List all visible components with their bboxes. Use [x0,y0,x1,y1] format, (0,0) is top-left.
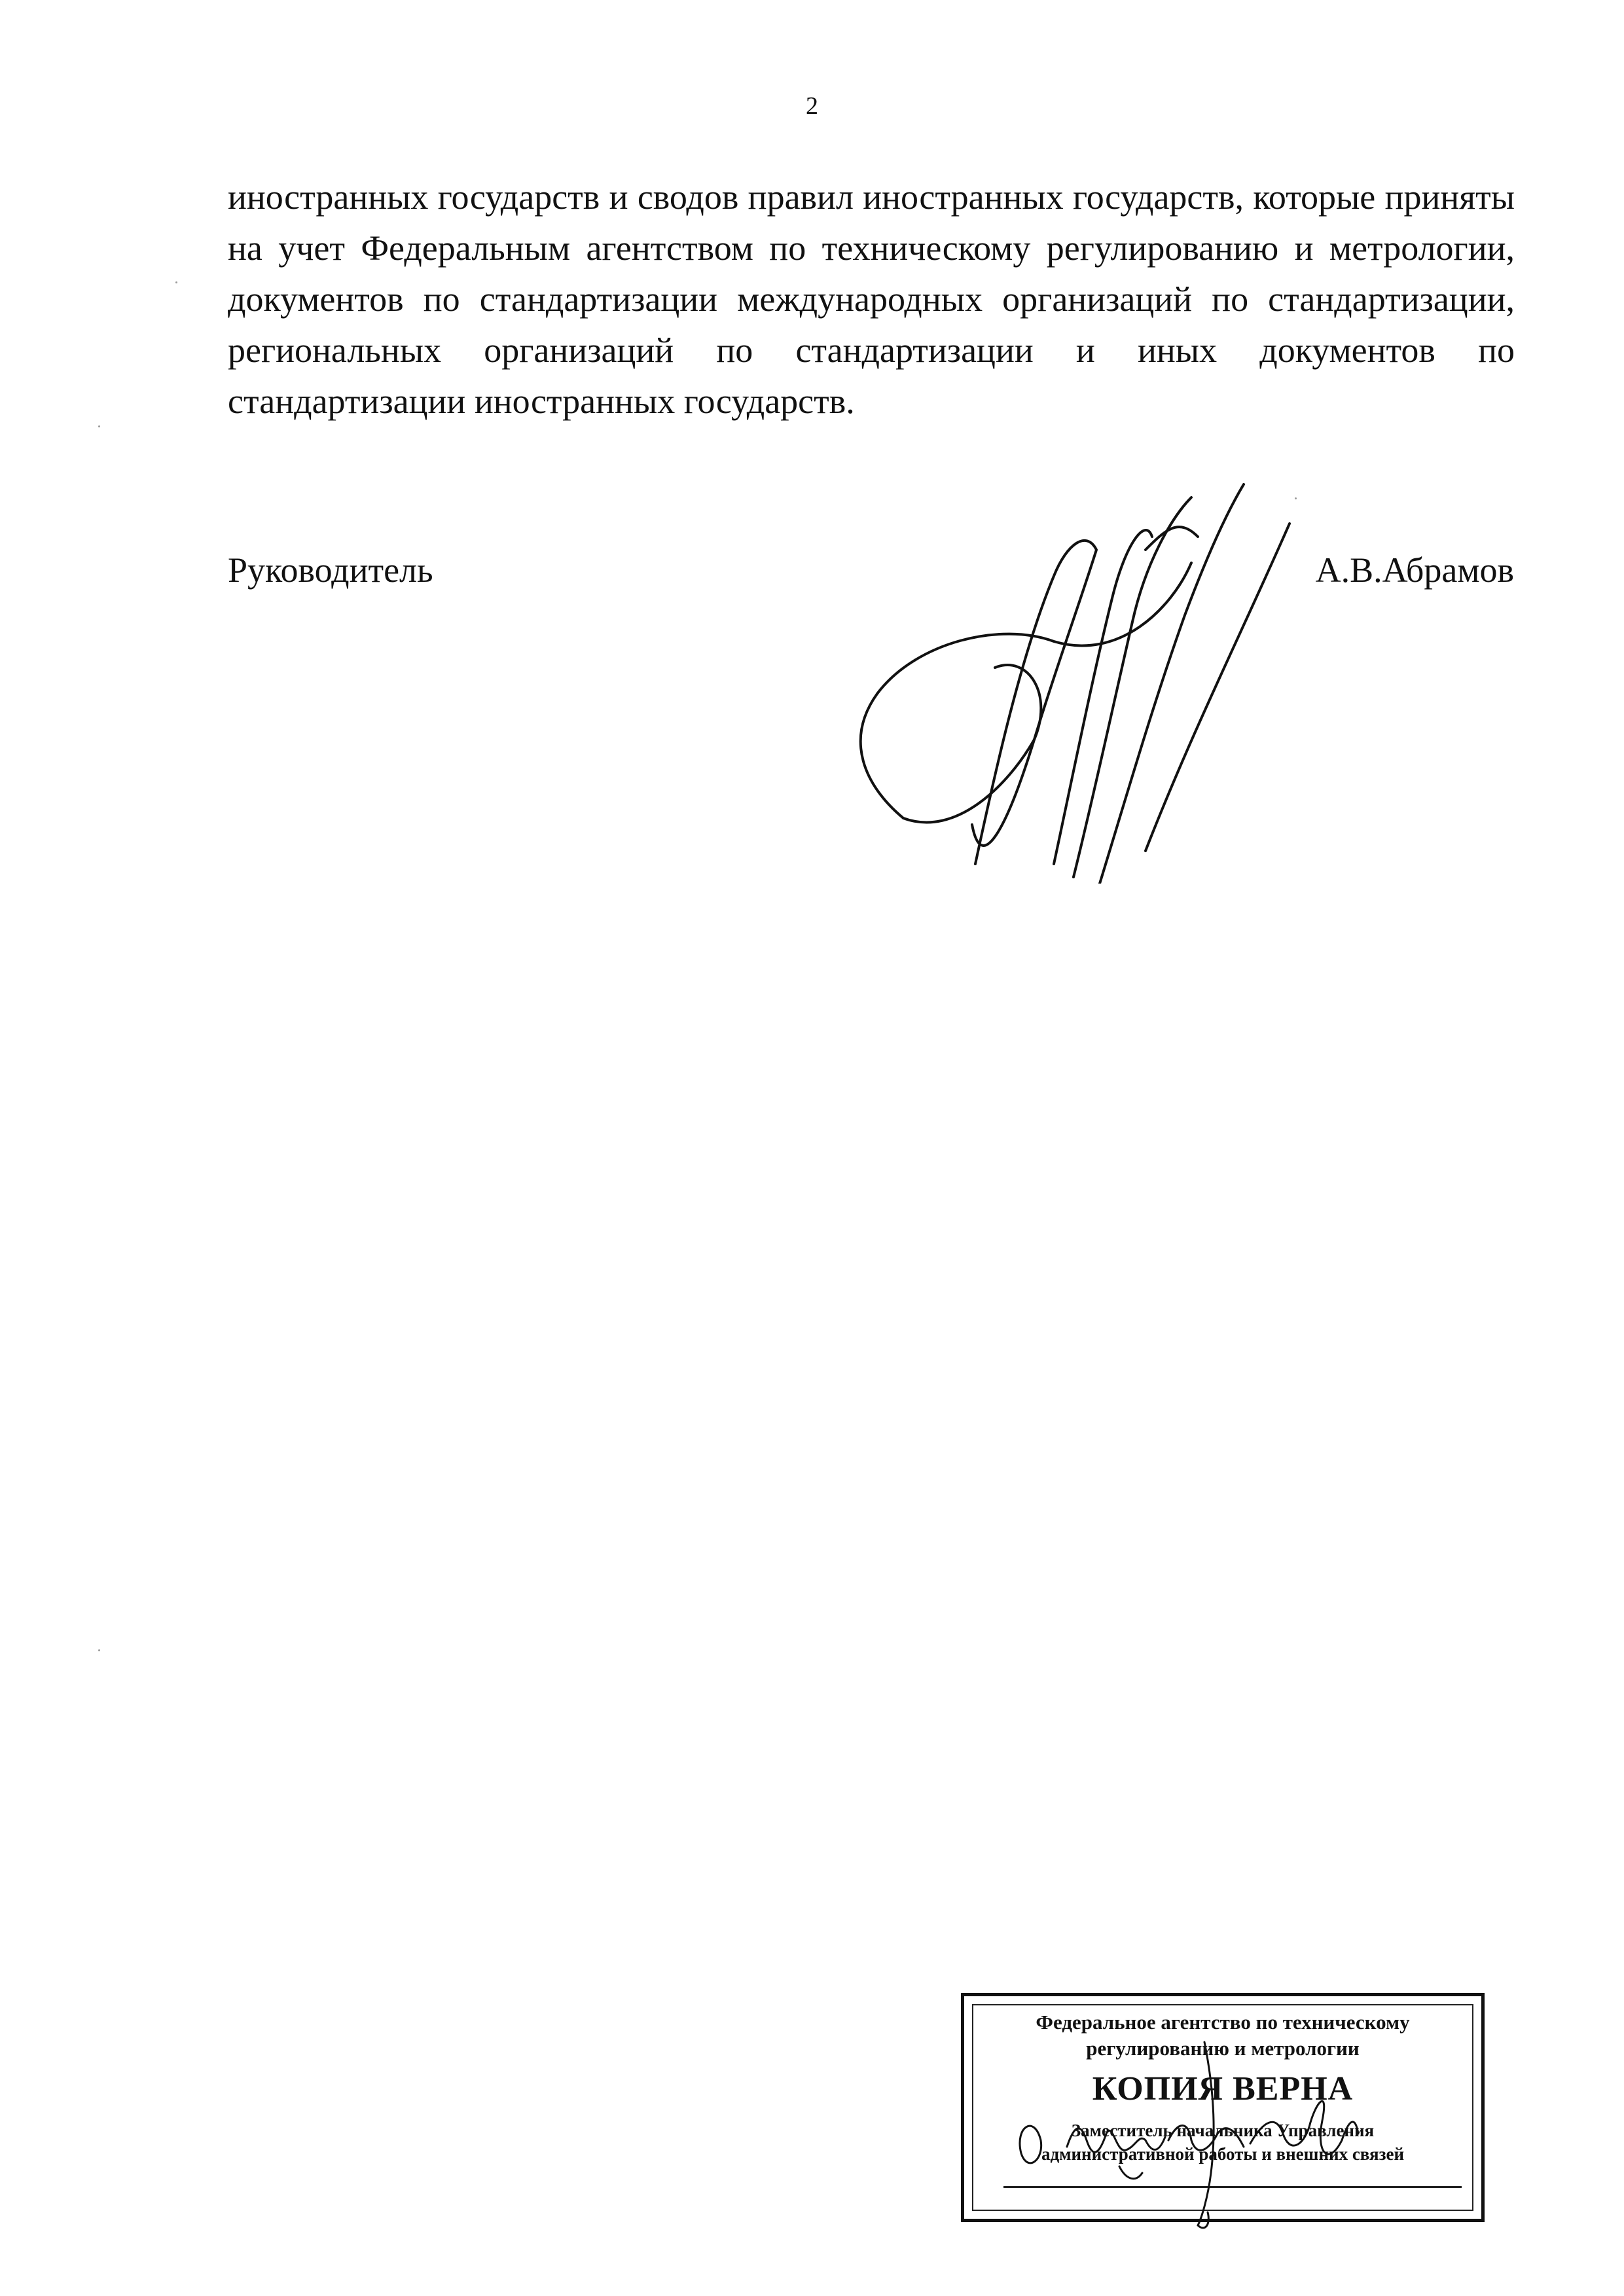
stamp-position-line-2: административной работы и внешних связей [1041,2144,1405,2164]
scan-speck [175,281,177,283]
body-paragraph: иностранных государств и сводов правил иностранных государств, которые приняты на учет Федеральным агентством по техническому регулированию и метрологии, документов по стандартизации международных организаций по стандартизации, региональных организаций по стандартизации и иных документов по стандартизации иностранных государств. [228,177,1515,421]
scan-speck [1295,497,1297,499]
stamp-org-line-1: Федеральное агентство по техническому [1036,2011,1410,2034]
scan-speck [98,1649,100,1651]
stamp-handwritten-signature [1001,1957,1368,2232]
stamp-position-line-1: Заместитель начальника Управления [1071,2121,1375,2140]
scan-speck [98,425,100,427]
stamp-heading: КОПИЯ ВЕРНА [1092,2070,1354,2108]
signer-name: А.В.Абрамов [1315,550,1514,590]
handwritten-signature [838,458,1309,884]
page-number: 2 [806,92,818,120]
signer-title: Руководитель [228,550,433,590]
stamp-org-line-2: регулированию и метрологии [1086,2037,1360,2060]
